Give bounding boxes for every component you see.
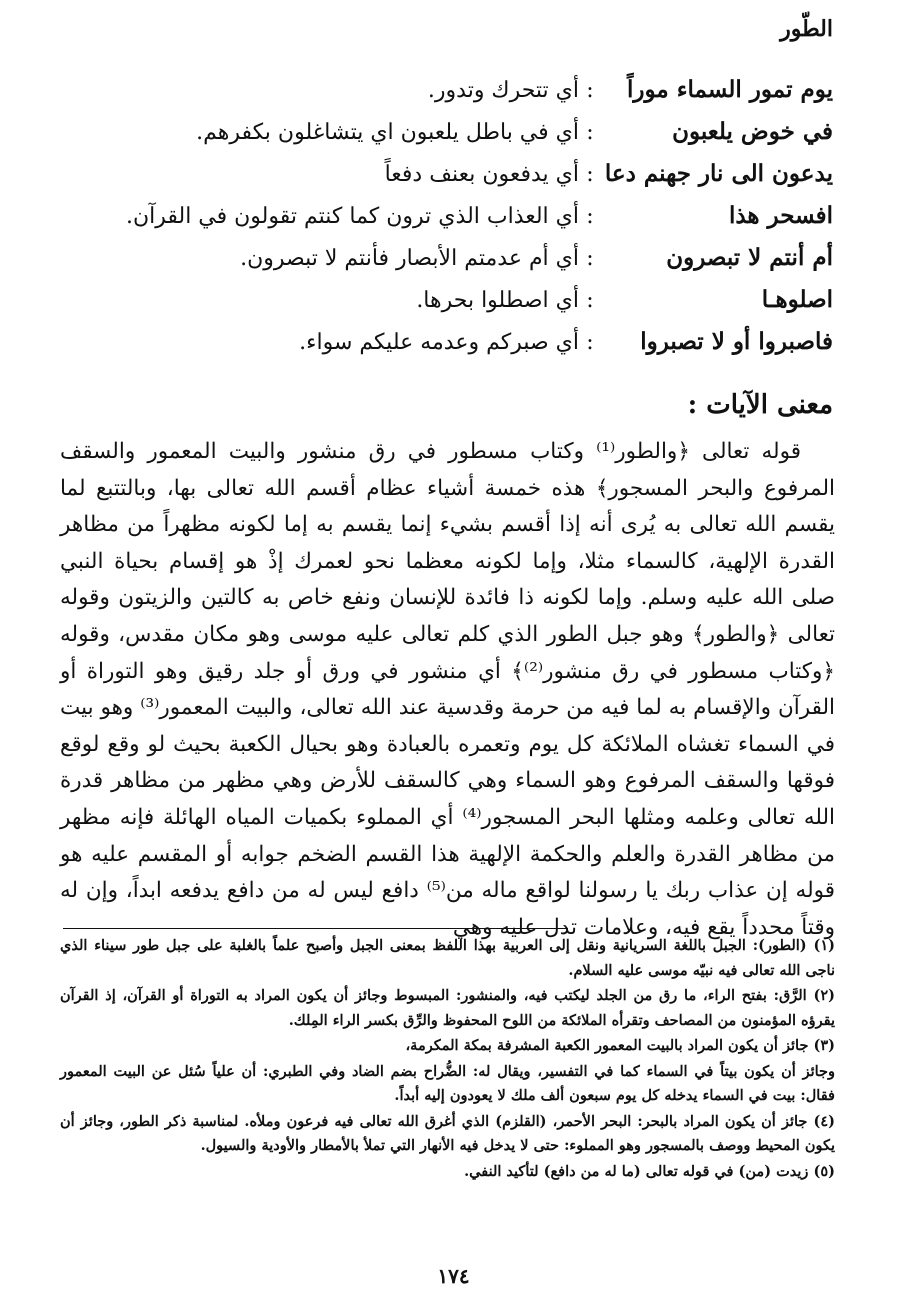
section-heading: معنى الآيات :	[687, 390, 833, 420]
commentary-text: قوله تعالى ﴿والطور⁽¹⁾ وكتاب مسطور في رق منشور والبيت المعمور والسقف المرفوع والبحر المسجور﴾ هذه خمسة أشياء عظام أقسم الله تعالى بها، وبالتتبع لما يقسم الله تعالى به يُرى أنه إذا أقسم بشيء إنما يقسم به إما لكونه مظهراً من مظاهر القدرة الإلهية، كالسماء مثلا، وإما لكونه معظما نحو لعمرك إذْ هو إقسام بحياة النبي صلى الله عليه وسلم. وإما لكونه ذا فائدة للإنسان ونفع خاص به كالتين والزيتون وقوله تعالى ﴿والطور﴾ وهو جبل الطور الذي كلم تعالى عليه موسى وهو مكان مقدس، وقوله ﴿وكتاب مسطور في رق منشور⁽²⁾﴾ أي منشور في ورق أو جلد رقيق وهو التوراة أو القرآن والإقسام به لما فيه من حرمة وقدسية عند الله تعالى، والبيت المعمور⁽³⁾ وهو بيت في السماء تغشاه الملائكة كل يوم وتعمره بالعبادة وهو بحيال الكعبة بحيث لو وقع لوقع فوقها والسقف المرفوع وهو السماء وهي كالسقف للأرض وهي مظهر من مظاهر قدرة الله تعالى وعلمه ومثلها البحر المسجور⁽⁴⁾ أي المملوء بكميات المياه الهائلة فإنه مظهر من مظاهر القدرة والعلم والحكمة الإلهية هذا القسم الضخم جوابه أو المقسم عليه هو قوله إن عذاب ربك يا رسولنا لواقع ماله من⁽⁵⁾ دافع ليس له من دافع يدفعه ابداً، وإن له وقتاً محدداً يقع فيه، وعلامات تدل عليه وهي	[60, 439, 836, 940]
vocabulary-definition: أي اصطلوا بحرها.	[416, 288, 579, 313]
page-number: ١٧٤	[437, 1264, 470, 1288]
vocabulary-term: افسحر هذا	[728, 202, 833, 229]
vocabulary-row	[63, 244, 833, 286]
vocabulary-definition: أي أم عدمتم الأبصار فأنتم لا تبصرون.	[240, 246, 579, 271]
vocabulary-colon: :	[586, 288, 594, 313]
vocabulary-term: يدعون الى نار جهنم دعا	[604, 160, 833, 187]
footnote: (٤) جائز أن يكون المراد بالبحر: البحر الأحمر، (القلزم) الذي أغرق الله تعالى فيه فرعون وملأه. لمناسبة ذكر الطور، وجائز أن يكون المحيط ووصف بالمسجور وهو المملوء: حتى لا يدخل فيه الأنهار التي تملأ بالأمطار والأودية والسيول.	[60, 1112, 835, 1154]
running-title: الطّور	[780, 16, 833, 42]
vocabulary-definition: أي صبركم وعدمه عليكم سواء.	[299, 330, 579, 355]
commentary-body	[60, 434, 835, 946]
vocabulary-term: اصلوهـا	[761, 286, 833, 313]
vocabulary-row	[63, 76, 833, 118]
vocabulary-row	[63, 160, 833, 202]
vocabulary-term: فاصبروا أو لا تصبروا	[640, 328, 833, 355]
vocabulary-term: يوم تمور السماء موراً	[627, 76, 833, 103]
vocabulary-definition: أي تتحرك وتدور.	[427, 78, 579, 103]
vocabulary-colon: :	[586, 120, 594, 145]
vocabulary-definition: أي يدفعون بعنف دفعاً	[384, 162, 579, 187]
vocabulary-colon: :	[586, 204, 594, 229]
footnote: (٥) زيدت (من) في قوله تعالى (ما له من دافع) لتأكيد النفي.	[464, 1162, 835, 1180]
vocabulary-row	[63, 286, 833, 328]
vocabulary-definition: أي العذاب الذي ترون كما كنتم تقولون في القرآن.	[125, 204, 579, 229]
vocabulary-term: أم أنتم لا تبصرون	[666, 244, 833, 271]
vocabulary-row	[63, 118, 833, 160]
vocabulary-row	[63, 328, 833, 370]
footnote: (٢) الرَّق: بفتح الراء، ما رق من الجلد ليكتب فيه، والمنشور: المبسوط وجائز أن يكون المراد به التوراة أو القرآن، إذ القرآن يقرؤه المؤمنون من المصاحف وتقرأه الملائكة من اللوح المحفوظ والرِّق بكسر الراء المِلك.	[60, 987, 835, 1029]
vocabulary-row	[63, 202, 833, 244]
footnote-separator	[63, 928, 568, 929]
vocabulary-colon: :	[586, 78, 594, 103]
footnote: وجائز أن يكون بيتاً في السماء كما في التفسير، ويقال له: الضُّراح بضم الضاد وفي الطبري: أن علياً سُئل عن البيت المعمور فقال: بيت في السماء يدخله كل يوم سبعون ألف ملك لا يعودون إليه أبداً.	[60, 1062, 835, 1104]
vocabulary-colon: :	[586, 330, 594, 355]
vocabulary-colon: :	[586, 246, 594, 271]
vocabulary-definition: أي في باطل يلعبون اي يتشاغلون بكفرهم.	[196, 120, 579, 145]
vocabulary-colon: :	[586, 162, 594, 187]
vocabulary-term: في خوض يلعبون	[672, 118, 833, 145]
commentary-paragraph	[60, 434, 835, 946]
footnotes	[60, 934, 835, 1185]
footnote: (١) (الطور): الجبل باللغة السريانية ونقل إلى العربية بهذا اللفظ بمعنى الجبل وأصبح علماً بالغلبة على جبل طور سيناء الذي ناجى الله تعالى فيه نبيّه موسى عليه السلام.	[60, 937, 835, 979]
footnote: (٣) جائز أن يكون المراد بالبيت المعمور الكعبة المشرفة بمكة المكرمة،	[405, 1037, 835, 1054]
book-page	[60, 0, 843, 1313]
vocabulary-list	[63, 76, 833, 370]
